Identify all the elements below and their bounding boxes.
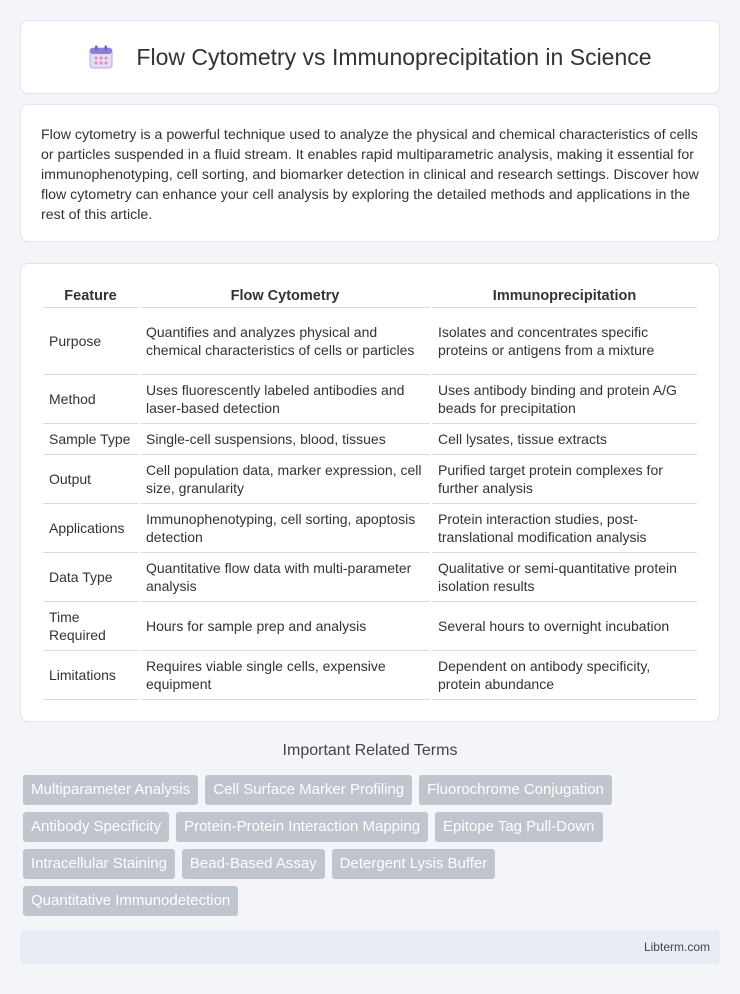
related-term-tag[interactable]: Detergent Lysis Buffer [332, 849, 496, 879]
calendar-icon [88, 44, 114, 70]
feature-cell: Sample Type [43, 424, 138, 455]
related-term-tag[interactable]: Antibody Specificity [23, 812, 169, 842]
page-title: Flow Cytometry vs Immunoprecipitation in Science [136, 43, 652, 70]
flow-cytometry-cell: Single-cell suspensions, blood, tissues [140, 424, 430, 455]
table-row [43, 375, 697, 424]
related-terms-heading: Important Related Terms [282, 742, 458, 759]
flow-cytometry-cell: Quantitative flow data with multi-parameter analysis [140, 553, 430, 602]
footer-site-link[interactable]: Libterm.com [643, 940, 710, 954]
related-term-tag[interactable]: Bead-Based Assay [182, 849, 325, 879]
related-terms-list [23, 775, 713, 923]
title-card [20, 20, 720, 94]
column-header-feature: Feature [43, 284, 138, 308]
related-term-tag[interactable]: Quantitative Immunodetection [23, 886, 238, 916]
related-term-tag[interactable]: Protein-Protein Interaction Mapping [176, 812, 428, 842]
intro-card [20, 104, 720, 242]
immunoprecipitation-cell: Uses antibody binding and protein A/G beads for precipitation [432, 375, 697, 424]
flow-cytometry-cell: Quantifies and analyzes physical and chemical characteristics of cells or particles [140, 308, 430, 375]
table-row [43, 308, 697, 375]
flow-cytometry-cell: Requires viable single cells, expensive equipment [140, 651, 430, 700]
related-term-tag[interactable]: Cell Surface Marker Profiling [205, 775, 412, 805]
feature-cell: Data Type [43, 553, 138, 602]
immunoprecipitation-cell: Purified target protein complexes for further analysis [432, 455, 697, 504]
related-term-tag[interactable]: Multiparameter Analysis [23, 775, 198, 805]
flow-cytometry-cell: Uses fluorescently labeled antibodies and laser-based detection [140, 375, 430, 424]
immunoprecipitation-cell: Cell lysates, tissue extracts [432, 424, 697, 455]
flow-cytometry-cell: Cell population data, marker expression, cell size, granularity [140, 455, 430, 504]
comparison-table [41, 284, 699, 700]
related-term-tag[interactable]: Intracellular Staining [23, 849, 175, 879]
table-row [43, 602, 697, 651]
table-header-row [43, 284, 697, 308]
feature-cell: Applications [43, 504, 138, 553]
feature-cell: Method [43, 375, 138, 424]
footer [20, 930, 720, 964]
intro-paragraph: Flow cytometry is a powerful technique used to analyze the physical and chemical characteristics of cells or particles suspended in a fluid stream. It enables rapid multiparametric analysis, making it essential for immunophenotyping, cell sorting, and biomarker detection in clinical and research settings. Discover how flow cytometry can enhance your cell analysis by exploring the detailed methods and applications in the rest of this article. [41, 127, 699, 223]
flow-cytometry-cell: Immunophenotyping, cell sorting, apoptosis detection [140, 504, 430, 553]
feature-cell: Purpose [43, 308, 138, 375]
feature-cell: Time Required [43, 602, 138, 651]
column-header-flow-cytometry: Flow Cytometry [140, 284, 430, 308]
immunoprecipitation-cell: Dependent on antibody specificity, protein abundance [432, 651, 697, 700]
feature-cell: Output [43, 455, 138, 504]
related-term-tag[interactable]: Epitope Tag Pull-Down [435, 812, 602, 842]
column-header-immunoprecipitation: Immunoprecipitation [432, 284, 697, 308]
table-row [43, 424, 697, 455]
comparison-card [20, 263, 720, 722]
table-row [43, 455, 697, 504]
table-row [43, 553, 697, 602]
table-row [43, 504, 697, 553]
immunoprecipitation-cell: Isolates and concentrates specific proteins or antigens from a mixture [432, 308, 697, 375]
table-row [43, 651, 697, 700]
flow-cytometry-cell: Hours for sample prep and analysis [140, 602, 430, 651]
immunoprecipitation-cell: Protein interaction studies, post-translational modification analysis [432, 504, 697, 553]
immunoprecipitation-cell: Several hours to overnight incubation [432, 602, 697, 651]
related-term-tag[interactable]: Fluorochrome Conjugation [419, 775, 612, 805]
feature-cell: Limitations [43, 651, 138, 700]
immunoprecipitation-cell: Qualitative or semi-quantitative protein isolation results [432, 553, 697, 602]
